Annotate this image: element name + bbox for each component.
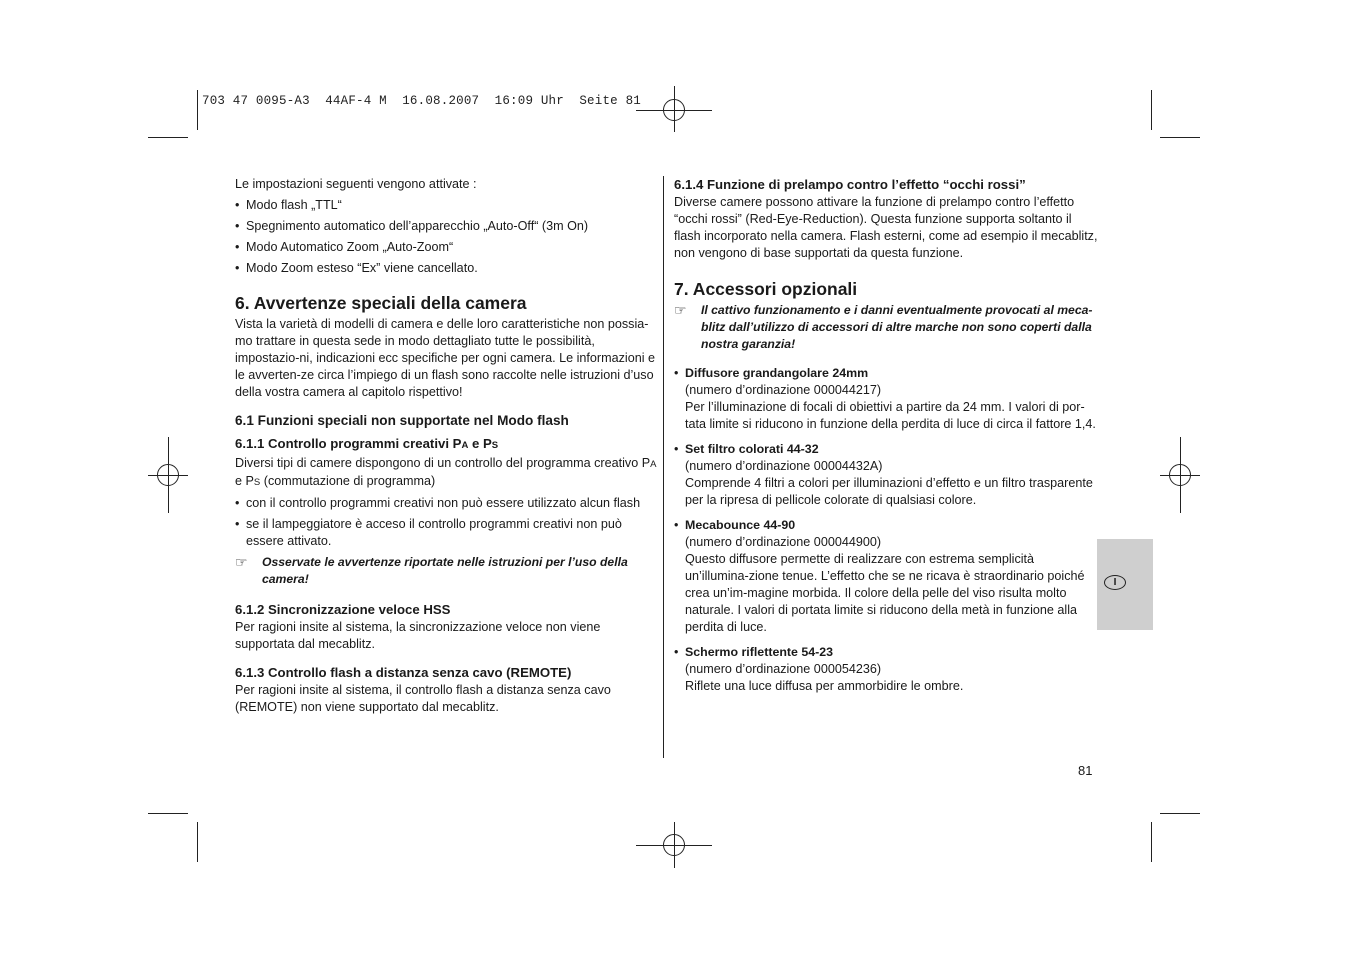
crop-mark xyxy=(197,822,198,862)
section-6-1-2-heading: 6.1.2 Sincronizzazione veloce HSS xyxy=(235,602,451,617)
section-7-heading: 7. Accessori opzionali xyxy=(674,279,858,299)
section-6-1-4-heading: 6.1.4 Funzione di prelampo contro l’effetto “occhi rossi” xyxy=(674,177,1026,192)
list-item: • Modo flash „TTL“ xyxy=(235,198,342,212)
section-6-1-1-text: Diversi tipi di camere dispongono di un controllo del programma creativo PA e PS (commutazione di programma) xyxy=(235,456,657,488)
accessory-description: Comprende 4 filtri a colori per illuminazioni d’effetto e un filtro trasparente per la ripresa di pellicole colorate di qualsiasi colore. xyxy=(685,476,1093,507)
crop-mark xyxy=(148,813,188,814)
language-tab-label: I xyxy=(1104,575,1126,590)
list-item: • Schermo riflettente 54-23 xyxy=(674,645,834,659)
section-6-1-4-text: Diverse camere possono attivare la funzione di prelampo contro l’effetto “occhi rossi” (Red-Eye-Reduction). Questa funzione supporta soltanto il flash incorporato nella camera. Flash esterni, come ad esempio il mecablitz, non vengono di base supportati da questa funzione. xyxy=(674,195,1098,260)
intro-text: Le impostazioni seguenti vengono attivate : xyxy=(235,177,477,191)
crop-mark xyxy=(1151,90,1152,130)
left-column xyxy=(235,176,660,716)
crop-mark xyxy=(148,137,188,138)
print-info: 703 47 0095-A3 44AF-4 M 16.08.2007 16:09 Uhr Seite 81 xyxy=(202,94,641,108)
accessory-description: Questo diffusore permette di realizzare con estrema semplicità un’illumina-zione tenue. L’effetto che se ne ricava è straordinario poiché crea un’im-magine morbida. Il colore della pelle del viso risulta molto naturale. I valori di portata limite si riducono della metà in funzione alla perdita di luce. xyxy=(685,552,1085,634)
order-number: (numero d’ordinazione 000044217) xyxy=(685,383,882,397)
section-6-1-2-text: Per ragioni insite al sistema, la sincronizzazione veloce non viene supportata dal mecablitz. xyxy=(235,620,601,651)
accessory-description: Riflete una luce diffusa per ammorbidire le ombre. xyxy=(685,679,964,693)
section-6-1-3-text: Per ragioni insite al sistema, il controllo flash a distanza senza cavo (REMOTE) non viene supportato dal mecablitz. xyxy=(235,683,611,714)
section-6-1-heading: 6.1 Funzioni speciali non supportate nel Modo flash xyxy=(235,413,569,428)
crop-mark xyxy=(1151,822,1152,862)
accessory-description: Per l’illuminazione di focali di obiettivi a partire da 24 mm. I valori di por-tata limite si riducono in funzione della perdita di luce di circa il fattore 1,4. xyxy=(685,400,1096,431)
order-number: (numero d’ordinazione 00004432A) xyxy=(685,459,883,473)
section-6-1-1-heading: 6.1.1 Controllo programmi creativi PA e PS xyxy=(235,436,499,451)
column-divider xyxy=(663,176,664,758)
list-item: • Diffusore grandangolare 24mm xyxy=(674,366,869,380)
section-6-heading: 6. Avvertenze speciali della camera xyxy=(235,293,527,313)
crop-mark xyxy=(197,90,198,130)
pointing-hand-icon: ☞ xyxy=(674,302,687,318)
page-number: 81 xyxy=(1078,763,1093,778)
camera-note: ☞ Osservate le avvertenze riportate nelle istruzioni per l’uso della camera! xyxy=(235,554,628,586)
list-item: • Mecabounce 44-90 xyxy=(674,518,796,532)
crop-mark xyxy=(1160,137,1200,138)
pointing-hand-icon: ☞ xyxy=(235,554,248,570)
right-column xyxy=(674,176,1099,695)
list-item: • Set filtro colorati 44-32 xyxy=(674,442,819,456)
section-6-text: Vista la varietà di modelli di camera e delle loro caratteristiche non possia-mo trattare in questa sede in modo dettagliato tutte le possibilità, impostazio-ni, indicazioni ecc specifiche per ogni camera. Le informazioni e le avverten-ze circa l’impiego di un flash sono raccolte nelle istruzioni d’uso della vostra camera al capitolo rispettivo! xyxy=(235,317,655,399)
list-item: • Modo Zoom esteso “Ex” viene cancellato. xyxy=(235,261,478,275)
crop-mark xyxy=(1160,813,1200,814)
order-number: (numero d’ordinazione 000044900) xyxy=(685,535,882,549)
list-item: • se il lampeggiatore è acceso il controllo programmi creativi non può essere attivato. xyxy=(235,517,622,548)
list-item: • Modo Automatico Zoom „Auto-Zoom“ xyxy=(235,240,454,254)
section-6-1-3-heading: 6.1.3 Controllo flash a distanza senza cavo (REMOTE) xyxy=(235,665,572,680)
list-item: • Spegnimento automatico dell’apparecchio „Auto-Off“ (3m On) xyxy=(235,219,589,233)
order-number: (numero d’ordinazione 000054236) xyxy=(685,662,882,676)
warranty-note: ☞ Il cattivo funzionamento e i danni eventualmente provocati al meca-blitz dall’utilizzo di accessori di altre marche non sono coperti dalla nostra garanzia! xyxy=(674,302,1093,351)
list-item: • con il controllo programmi creativi non può essere utilizzato alcun flash xyxy=(235,496,641,510)
